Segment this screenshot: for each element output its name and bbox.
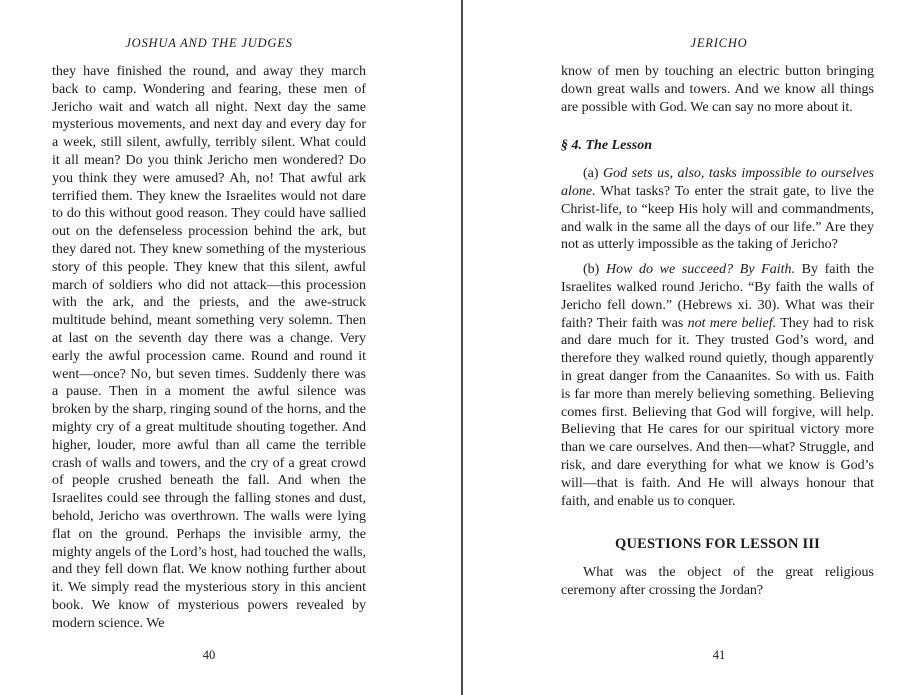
lesson-paragraph-a [561,165,874,254]
page-number: 40 [202,648,216,662]
body-paragraph: they have finished the round, and away they march back to camp. Wondering and fearing, these men of Jericho wait and watch all night. Next day the same mysterious movements, and next day and every day for a week, still silent, awfully, terribly silent. What could it all mean? Do you think Jericho men wondered? Do you think they were amused? Ah, no! That awful ark terrified them. They knew the Israelites would not dare to do this without good reason. They could have sallied out on the defenseless procession behind the ark, but they dared not. They knew something of the mysterious story of this people. They knew that this silent, awful march of soldiers who did not attack—this procession with the ark, and the priests, and the awe-struck multitude behind, meant something very solemn. Then at last on the seventh day there was a change. Very early the awful procession came. Round and round it went—once? No, but seven times. Suddenly there was a pause. Then in a moment the awful silence was broken by the sharp, ringing sound of the horns, and the mighty cry of a great multitude shouting together. And higher, louder, more awful than all came the terrible crash of walls and towers, and the cry of a great crowd of people crushed beneath the fall. And when the Israelites could see through the falling stones and dust, behold, Jericho was overthrown. The walls were lying flat on the ground. Perhaps the invisible army, the mighty angels of the Lord’s host, had touched the walls, and they fell down flat. We know nothing further about it. We simply read the mysterious story in this ancient book. We know of mysterious powers revealed by modern science. We [52,64,366,631]
lesson-paragraph-b [561,261,874,510]
running-head: JERICHO [690,36,748,50]
paragraph-label: (b) [583,262,606,278]
section-heading: § 4. The Lesson [561,138,652,154]
left-page [0,0,461,695]
italic-phrase: God sets us, also, tasks impossible to ourselves alone. [561,166,874,199]
question-item: What was the object of the great religious ceremony after crossing the Jordan? [561,565,874,598]
paragraph-text: They had to risk and dare much for it. They trusted God’s word, and therefore they walked round quietly, though apparently in great danger from the Canaanites. So with us. Faith is far more than merely believing something. Believing comes first. Believing that God will forgive, will help. Believing that He cares for our spiritual victory more than we care ourselves. And then—what? Struggle, and risk, and dare everything for what we know is God’s will—that is faith. And He will always honour that faith, and enable us to conquer. [561,315,874,509]
page-number: 41 [712,648,726,662]
paragraph-text: By faith the Israelites walked round Jericho. “By faith the walls of Jericho fell down.” (Hebrews xi. 30). What was their faith? Their faith was [561,262,874,331]
page-body [561,63,874,600]
italic-phrase: How do we succeed? By Faith. [605,262,795,278]
paragraph-label: (a) [583,166,604,182]
right-page [463,0,924,695]
continuation-paragraph: know of men by touching an electric button bringing down great walls and towers. And we know all things are possible with God. We can say no more about it. [561,64,874,115]
italic-phrase: not mere belief. [687,315,777,331]
page-body [52,63,366,633]
paragraph-text: What tasks? To enter the strait gate, to live the Christ-life, to “keep His holy will and commandments, and walk in the same all the days of our life.” Are they not as utterly impossible as the taking of Jericho? [561,183,874,253]
running-head: JOSHUA AND THE JUDGES [125,36,293,50]
questions-heading: QUESTIONS FOR LESSON III [614,536,821,553]
